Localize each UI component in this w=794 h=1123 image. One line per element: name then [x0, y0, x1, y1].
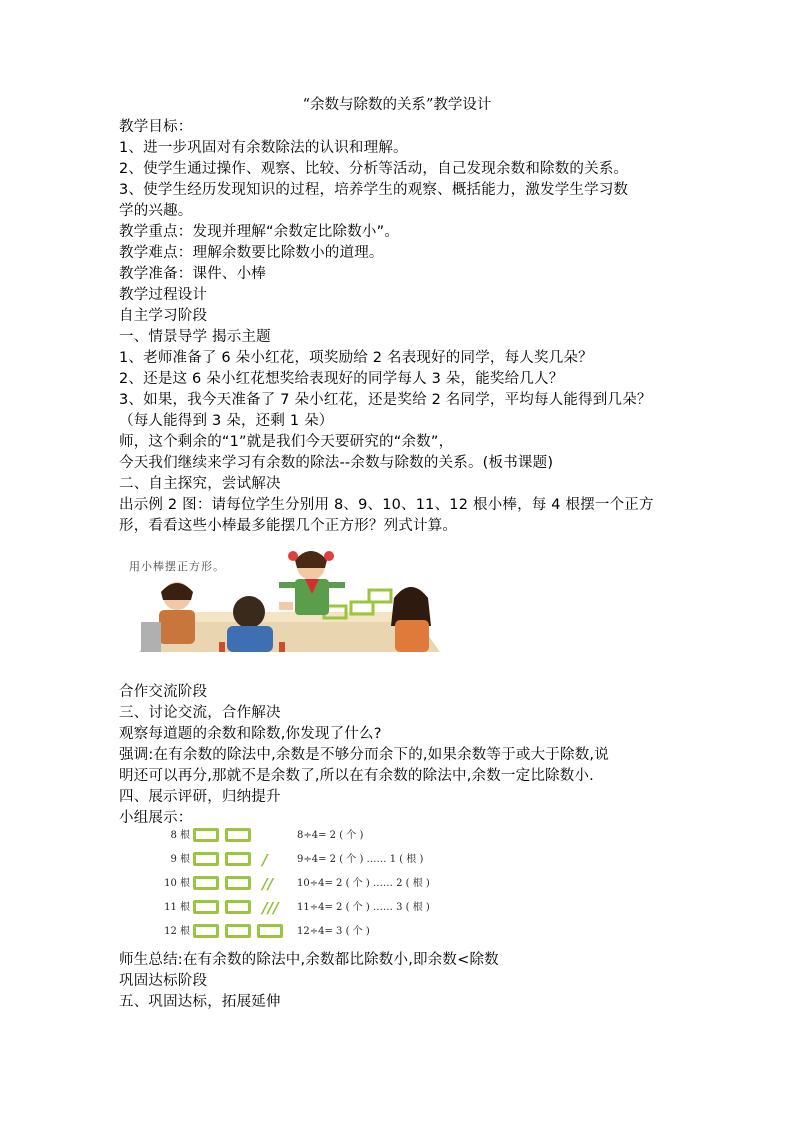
- example-2-line2: 形，看看这些小棒最多能摆几个正方形？列式计算。: [119, 518, 458, 534]
- group-display-figure: [150, 826, 480, 944]
- stick-square: [225, 900, 251, 914]
- goal-1: 1、进一步巩固对有余数除法的认识和理解。: [119, 140, 408, 156]
- question-1: 1、老师准备了 6 朵小红花，项奖励给 2 名表现好的同学，每人奖几朵？: [119, 350, 593, 366]
- observe-question: 观察每道题的余数和除数,你发现了什么?: [119, 726, 382, 742]
- row-equation: 11÷4= 2 ( 个 ) …… 3 ( 根 ): [297, 902, 430, 913]
- stage-cooperation: 合作交流阶段: [119, 684, 208, 700]
- display-row-9: [150, 850, 480, 870]
- leftover-sticks: /: [262, 851, 268, 869]
- stick-square: [193, 900, 219, 914]
- step-5-heading: 五、巩固达标，拓展延伸: [119, 994, 281, 1010]
- question-2: 2、还是这 6 朵小红花想奖给表现好的同学每人 3 朵，能奖给几人？: [119, 371, 564, 387]
- preparation: 教学准备：课件、小棒: [119, 266, 266, 282]
- section-heading-goals: 教学目标：: [119, 119, 193, 135]
- row-equation: 8÷4= 2 ( 个 ): [297, 830, 364, 841]
- row-equation: 10÷4= 2 ( 个 ) …… 2 ( 根 ): [297, 878, 430, 889]
- stage-self-study: 自主学习阶段: [119, 308, 208, 324]
- display-row-12: [150, 922, 480, 942]
- figure-caption: 用小棒摆正方形。: [129, 560, 225, 573]
- key-point: 教学重点：发现并理解“余数定比除数小”。: [119, 224, 400, 240]
- stage-consolidation: 巩固达标阶段: [119, 973, 208, 989]
- stick-square: [193, 876, 219, 890]
- summary: 师生总结:在有余数的除法中,余数都比除数小,即余数<除数: [119, 952, 499, 968]
- classroom-illustration: [119, 546, 440, 652]
- stick-square: [225, 828, 251, 842]
- group-display-label: 小组展示：: [119, 810, 193, 826]
- leftover-sticks: //: [262, 875, 273, 893]
- difficulty: 教学难点：理解余数要比除数小的道理。: [119, 245, 384, 261]
- display-row-8: [150, 826, 480, 846]
- teacher-remark: 师，这个剩余的“1”就是我们今天要研究的“余数”，: [119, 434, 454, 450]
- doc-title: “余数与除数的关系”教学设计: [302, 97, 492, 113]
- stick-square: [225, 924, 251, 938]
- step-3-heading: 三、讨论交流，合作解决: [119, 705, 281, 721]
- row-count: 12 根: [164, 926, 190, 937]
- emphasis-line1: 强调:在有余数的除法中,余数是不够分而余下的,如果余数等于或大于除数,说: [119, 747, 609, 763]
- example-2-line1: 出示例 2 图：请每位学生分别用 8、9、10、11、12 根小棒，每 4 根摆一个正方: [119, 497, 654, 513]
- stick-square: [193, 924, 219, 938]
- question-3: 3、如果，我今天准备了 7 朵小红花，还是奖给 2 名同学，平均每人能得到几朵？: [119, 392, 652, 408]
- step-1-heading: 一、情景导学 揭示主题: [119, 329, 271, 345]
- process-heading: 教学过程设计: [119, 287, 208, 303]
- answer-3: （每人能得到 3 朵，还剩 1 朵）: [119, 413, 334, 429]
- row-count: 8 根: [170, 830, 190, 841]
- row-count: 11 根: [164, 902, 190, 913]
- stick-square: [257, 924, 283, 938]
- display-row-11: [150, 898, 480, 918]
- row-equation: 9÷4= 2 ( 个 ) …… 1 ( 根 ): [297, 854, 424, 865]
- row-equation: 12÷4= 3 ( 个 ): [297, 926, 370, 937]
- step-4-heading: 四、展示评研，归纳提升: [119, 789, 281, 805]
- stick-square: [225, 876, 251, 890]
- goal-3: 3、使学生经历发现知识的过程，培养学生的观察、概括能力，激发学生学习数: [119, 182, 629, 198]
- leftover-sticks: ///: [262, 899, 279, 917]
- display-row-10: [150, 874, 480, 894]
- goal-3-cont: 学的兴趣。: [119, 203, 193, 219]
- row-count: 9 根: [170, 854, 190, 865]
- stick-square: [193, 852, 219, 866]
- emphasis-line2: 明还可以再分,那就不是余数了,所以在有余数的除法中,余数一定比除数小.: [119, 768, 594, 784]
- lesson-intro: 今天我们继续来学习有余数的除法--余数与除数的关系。(板书课题): [119, 455, 554, 471]
- row-count: 10 根: [164, 878, 190, 889]
- stick-square: [225, 852, 251, 866]
- stick-square: [193, 828, 219, 842]
- goal-2: 2、使学生通过操作、观察、比较、分析等活动，自己发现余数和除数的关系。: [119, 161, 629, 177]
- step-2-heading: 二、自主探究，尝试解决: [119, 476, 281, 492]
